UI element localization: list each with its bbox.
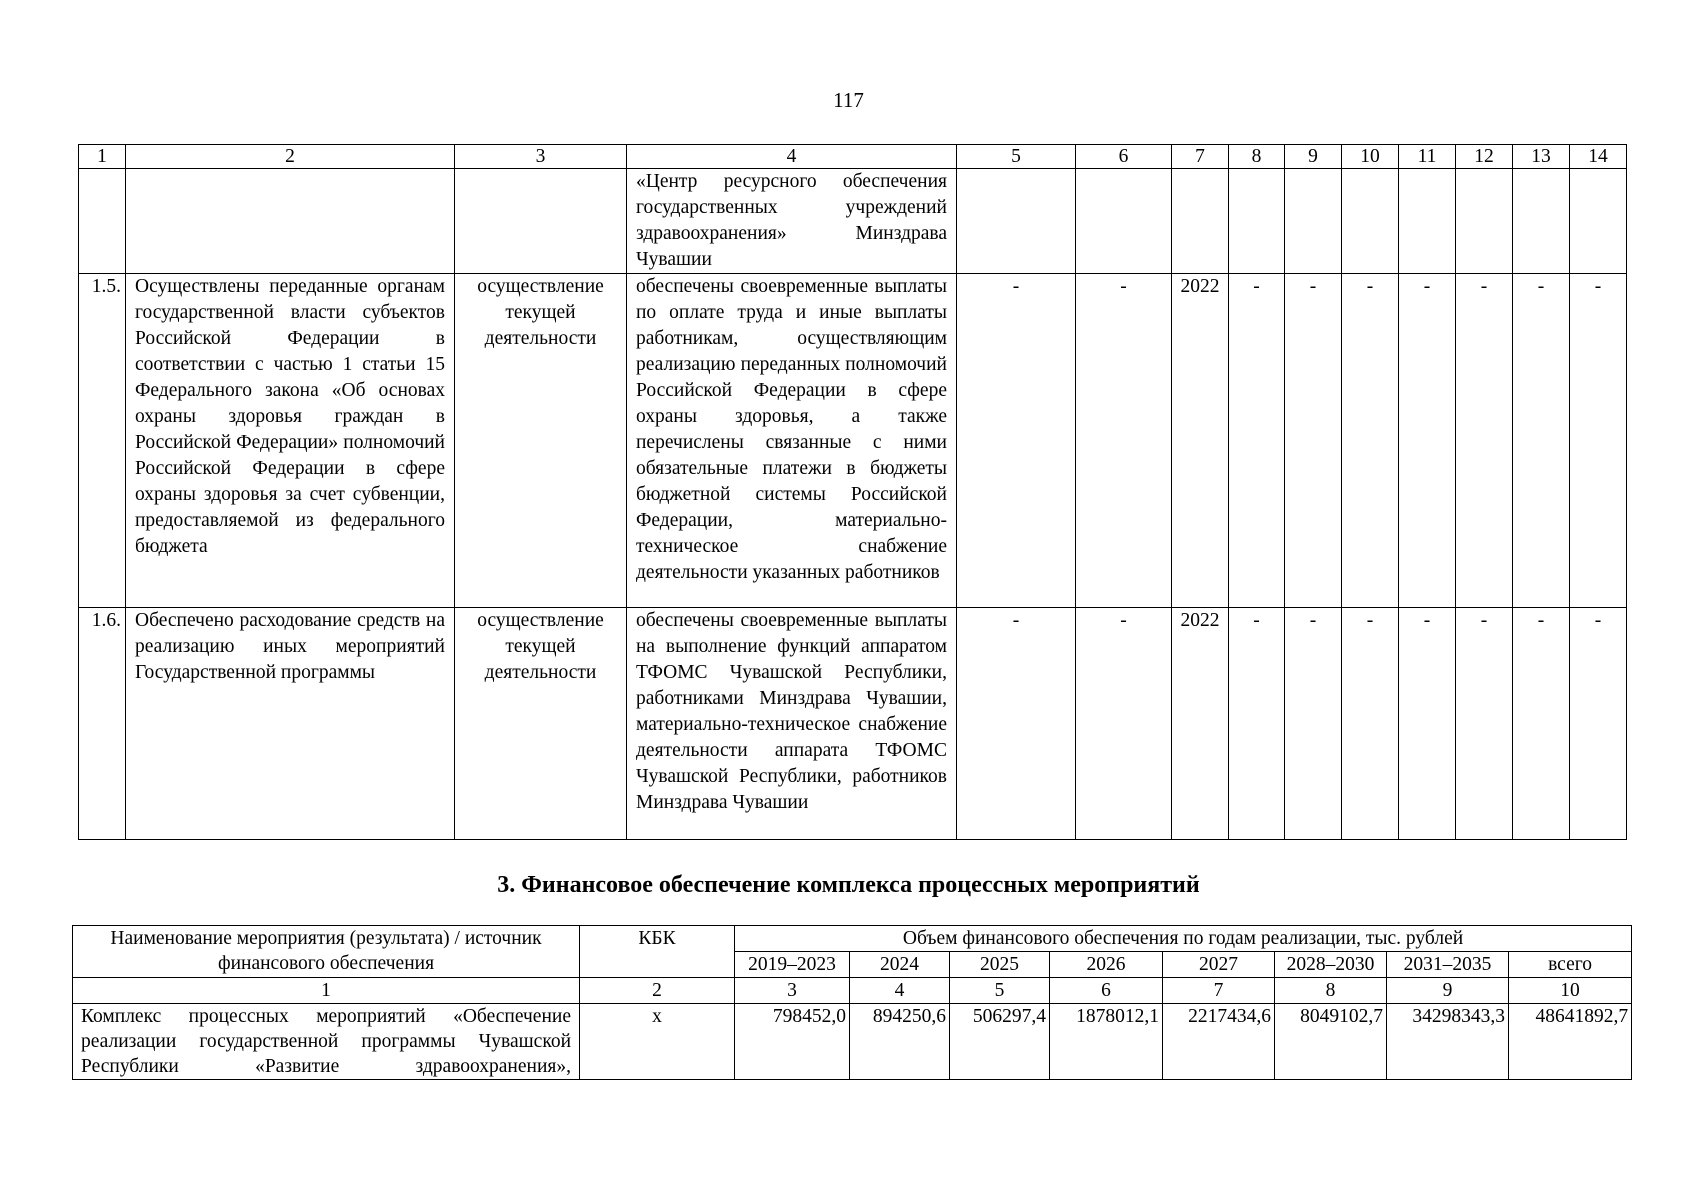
cell: - [1229, 608, 1285, 840]
col-number: 6 [1076, 145, 1172, 169]
year-cell: 2022 [1172, 274, 1229, 608]
col-number: 4 [627, 145, 957, 169]
cell [1172, 169, 1229, 274]
cell [1342, 169, 1399, 274]
header-year: 2027 [1163, 952, 1275, 978]
col-number: 2 [580, 978, 735, 1004]
result-name: Обеспечено расходование средств на реализацию иных мероприятий Государственной программы [126, 608, 455, 840]
header-year: 2024 [850, 952, 950, 978]
col-number: 2 [126, 145, 455, 169]
cell: - [1229, 274, 1285, 608]
cell [1570, 169, 1627, 274]
cell: - [957, 274, 1076, 608]
kbk-cell: х [580, 1004, 735, 1080]
col-number: 5 [957, 145, 1076, 169]
total-cell: 48641892,7 [1509, 1004, 1632, 1080]
cell: - [1570, 608, 1627, 840]
cell: - [1456, 274, 1513, 608]
result-type [455, 169, 627, 274]
cell [1399, 169, 1456, 274]
header-year: 2026 [1050, 952, 1163, 978]
cell [1285, 169, 1342, 274]
table-row [79, 274, 1627, 608]
cell: - [1076, 608, 1172, 840]
cell: - [1285, 274, 1342, 608]
col-number: 3 [735, 978, 850, 1004]
col-number: 14 [1570, 145, 1627, 169]
measure-name: Комплекс процессных мероприятий «Обеспечение реализации государственной программы Чувашской Республики «Развитие здравоохранения», [73, 1004, 580, 1080]
col-number: 13 [1513, 145, 1570, 169]
header-year: 2025 [950, 952, 1050, 978]
cell: - [1342, 274, 1399, 608]
col-number: 4 [850, 978, 950, 1004]
header-year: 2031–2035 [1387, 952, 1509, 978]
column-number-row [79, 145, 1627, 169]
table-row [73, 1004, 1632, 1080]
cell [1076, 169, 1172, 274]
cell: - [1399, 274, 1456, 608]
col-number: 8 [1229, 145, 1285, 169]
header-year: 2019–2023 [735, 952, 850, 978]
header-volume: Объем финансового обеспечения по годам реализации, тыс. рублей [735, 926, 1632, 952]
cell: - [1342, 608, 1399, 840]
value-cell: 2217434,6 [1163, 1004, 1275, 1080]
result-type: осуществление текущей деятельности [455, 608, 627, 840]
col-number: 12 [1456, 145, 1513, 169]
value-cell: 8049102,7 [1275, 1004, 1387, 1080]
page-number: 117 [833, 88, 864, 112]
financing-table [72, 925, 1632, 1080]
section-title: 3. Финансовое обеспечение комплекса процессных мероприятий [497, 872, 1200, 898]
cell [957, 169, 1076, 274]
cell: - [1076, 274, 1172, 608]
result-characteristic: «Центр ресурсного обеспечения государственных учреждений здравоохранения» Минздрава Чувашии [627, 169, 957, 274]
col-number: 5 [950, 978, 1050, 1004]
value-cell: 1878012,1 [1050, 1004, 1163, 1080]
value-cell: 506297,4 [950, 1004, 1050, 1080]
col-number: 7 [1163, 978, 1275, 1004]
col-number: 10 [1509, 978, 1632, 1004]
result-type: осуществление текущей деятельности [455, 274, 627, 608]
col-number: 1 [79, 145, 126, 169]
activities-table [78, 144, 1627, 840]
col-number: 3 [455, 145, 627, 169]
col-number: 10 [1342, 145, 1399, 169]
header-year: 2028–2030 [1275, 952, 1387, 978]
row-number [79, 169, 126, 274]
cell: - [1513, 274, 1570, 608]
col-number: 11 [1399, 145, 1456, 169]
result-name: Осуществлены переданные органам государственной власти субъектов Российской Федерации в соответствии с частью 1 статьи 15 Федерального закона «Об основах охраны здоровья граждан в Российской Федерации» полномочий Российской Федерации в сфере охраны здоровья за счет субвенции, предоставляемой из федерального бюджета [126, 274, 455, 608]
value-cell: 798452,0 [735, 1004, 850, 1080]
col-number: 1 [73, 978, 580, 1004]
value-cell: 34298343,3 [1387, 1004, 1509, 1080]
col-number: 8 [1275, 978, 1387, 1004]
table-row [79, 169, 1627, 274]
result-characteristic: обеспечены своевременные выплаты на выполнение функций аппаратом ТФОМС Чувашской Республики, работниками Минздрава Чувашии, материально-техническое снабжение деятельности аппарата ТФОМС Чувашской Республики, работников Минздрава Чувашии [627, 608, 957, 840]
value-cell: 894250,6 [850, 1004, 950, 1080]
result-characteristic: обеспечены своевременные выплаты по оплате труда и иные выплаты работникам, осуществляющим реализацию переданных полномочий Российской Федерации в сфере охраны здоровья, а также перечислены связанные с ними обязательные платежи в бюджеты бюджетной системы Российской Федерации, материально-техническое снабжение деятельности указанных работников [627, 274, 957, 608]
cell [1229, 169, 1285, 274]
col-number: 9 [1285, 145, 1342, 169]
header-row [73, 926, 1632, 952]
result-name [126, 169, 455, 274]
header-kbk: КБК [580, 926, 735, 978]
header-total: всего [1509, 952, 1632, 978]
cell: - [1456, 608, 1513, 840]
col-number: 7 [1172, 145, 1229, 169]
cell: - [1513, 608, 1570, 840]
header-name: Наименование мероприятия (результата) / источник финансового обеспечения [73, 926, 580, 978]
year-cell: 2022 [1172, 608, 1229, 840]
cell: - [1570, 274, 1627, 608]
col-number: 6 [1050, 978, 1163, 1004]
cell: - [957, 608, 1076, 840]
cell: - [1285, 608, 1342, 840]
col-number: 9 [1387, 978, 1509, 1004]
cell: - [1399, 608, 1456, 840]
cell [1513, 169, 1570, 274]
column-number-row [73, 978, 1632, 1004]
cell [1456, 169, 1513, 274]
row-number: 1.6. [79, 608, 126, 840]
row-number: 1.5. [79, 274, 126, 608]
table-row [79, 608, 1627, 840]
